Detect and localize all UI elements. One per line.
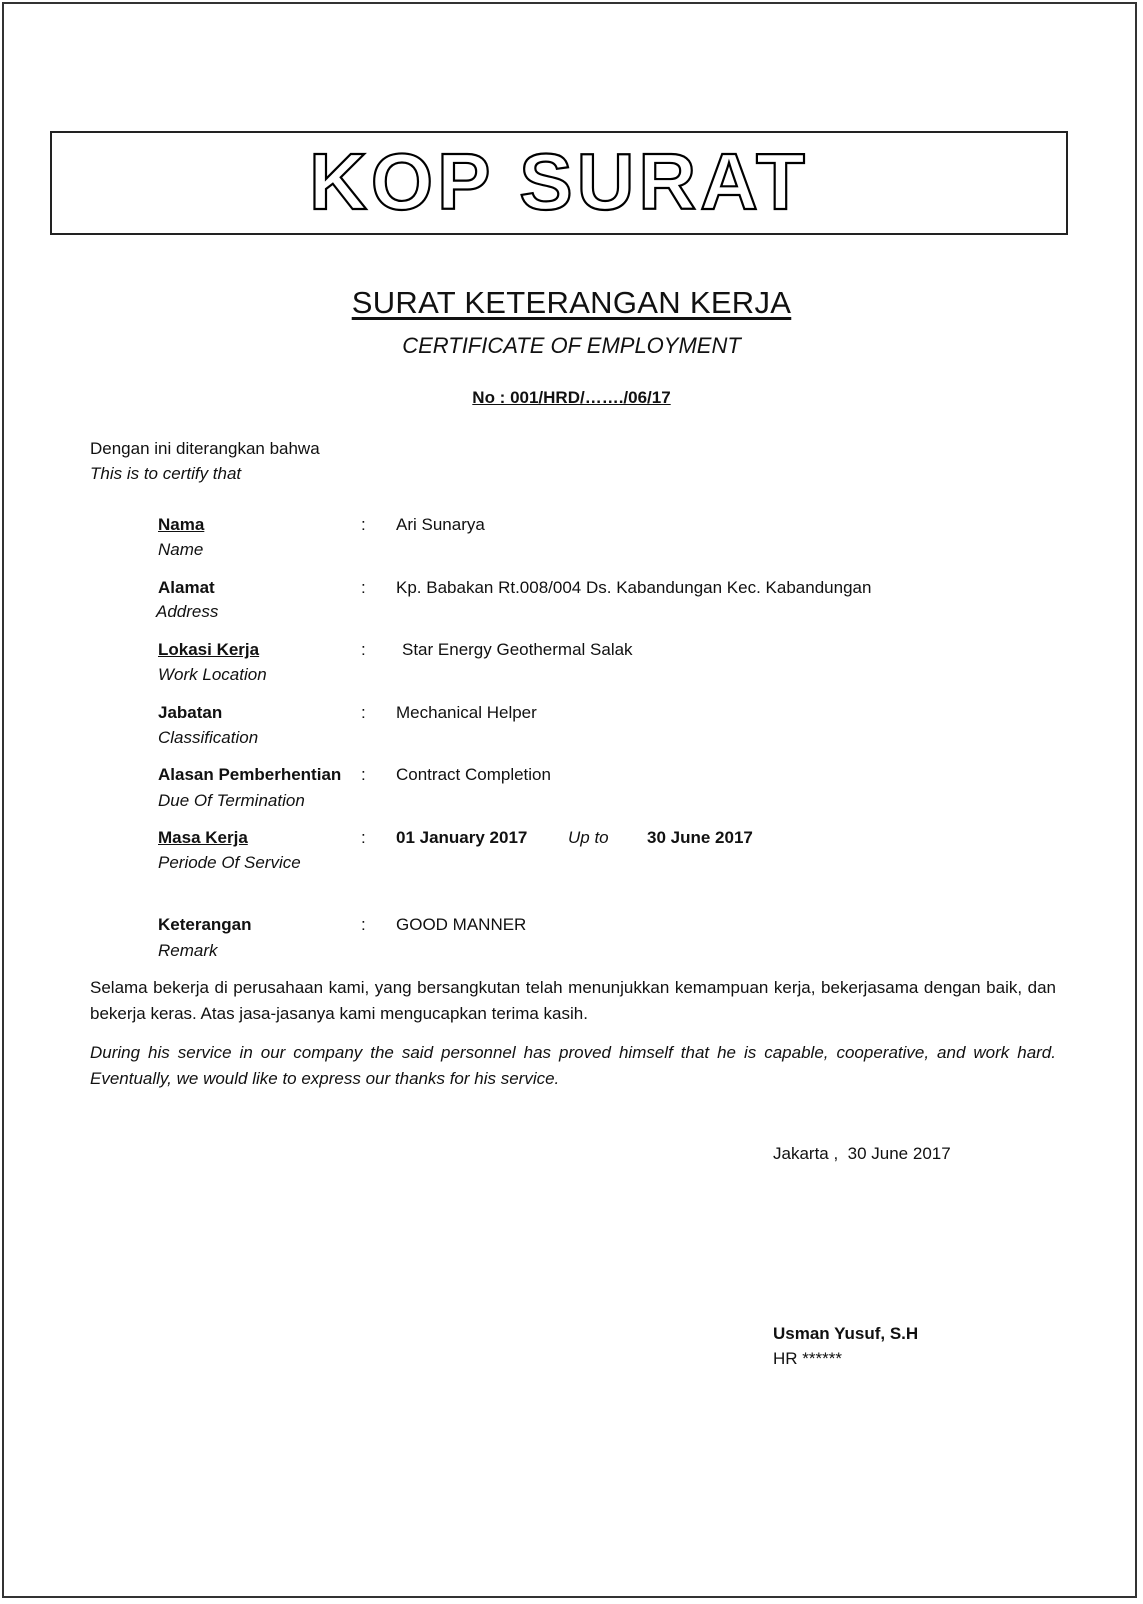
position-label-en: Classification	[158, 728, 259, 747]
termination-label-en: Due Of Termination	[158, 791, 305, 810]
place-date: Jakarta , 30 June 2017	[773, 1144, 951, 1163]
address-separator: :	[361, 578, 366, 597]
service-start: 01 January 2017	[396, 828, 528, 847]
position-separator: :	[361, 703, 366, 722]
letterhead-svg	[52, 133, 1066, 233]
location-label: Lokasi Kerja	[158, 640, 260, 659]
name-label: Nama	[158, 515, 205, 534]
address-label-en: Address	[156, 602, 219, 621]
service-end: 30 June 2017	[647, 828, 753, 847]
address-value: Kp. Babakan Rt.008/004 Ds. Kabandungan Kec. Kabandungan	[396, 578, 872, 597]
service-separator: :	[361, 828, 366, 847]
signatory-name: Usman Yusuf, S.H	[773, 1324, 919, 1343]
body-paragraph: Selama bekerja di perusahaan kami, yang bersangkutan telah menunjukkan kemampuan kerja, bekerjasama dengan baik, dan bekerja keras. Atas jasa-jasanya kami mengucapkan terima kasih.	[90, 978, 1056, 1023]
name-value: Ari Sunarya	[396, 515, 485, 534]
location-separator: :	[361, 640, 366, 659]
remark-label: Keterangan	[158, 915, 252, 934]
signatory-title: HR ******	[773, 1349, 842, 1368]
remark-value: GOOD MANNER	[396, 915, 527, 934]
location-label-en: Work Location	[158, 665, 267, 684]
document-subtitle: CERTIFICATE OF EMPLOYMENT	[402, 333, 741, 358]
letterhead-text: KOP SURAT	[309, 137, 809, 226]
body-paragraph-en: During his service in our company the said personnel has proved himself that he is capable, cooperative, and work hard. Eventually, we would like to express our thanks for his service.	[90, 1043, 1056, 1088]
remark-separator: :	[361, 915, 366, 934]
service-label-en: Periode Of Service	[158, 853, 301, 872]
document-title: SURAT KETERANGAN KERJA	[351, 285, 792, 320]
document-page	[2, 2, 1137, 1598]
intro-text-en: This is to certify that	[90, 464, 242, 483]
name-separator: :	[361, 515, 366, 534]
termination-label: Alasan Pemberhentian	[158, 765, 342, 784]
letterhead-box	[50, 131, 1068, 235]
position-label: Jabatan	[158, 703, 223, 722]
position-value: Mechanical Helper	[396, 703, 537, 722]
document-number: No : 001/HRD/……./06/17	[472, 388, 671, 407]
name-label-en: Name	[158, 540, 204, 559]
address-label: Alamat	[158, 578, 215, 597]
service-connector: Up to	[568, 828, 609, 847]
termination-separator: :	[361, 765, 366, 784]
termination-value: Contract Completion	[396, 765, 551, 784]
service-label: Masa Kerja	[158, 828, 248, 847]
intro-text: Dengan ini diterangkan bahwa	[90, 439, 320, 458]
remark-label-en: Remark	[158, 941, 218, 960]
location-value: Star Energy Geothermal Salak	[402, 640, 633, 659]
